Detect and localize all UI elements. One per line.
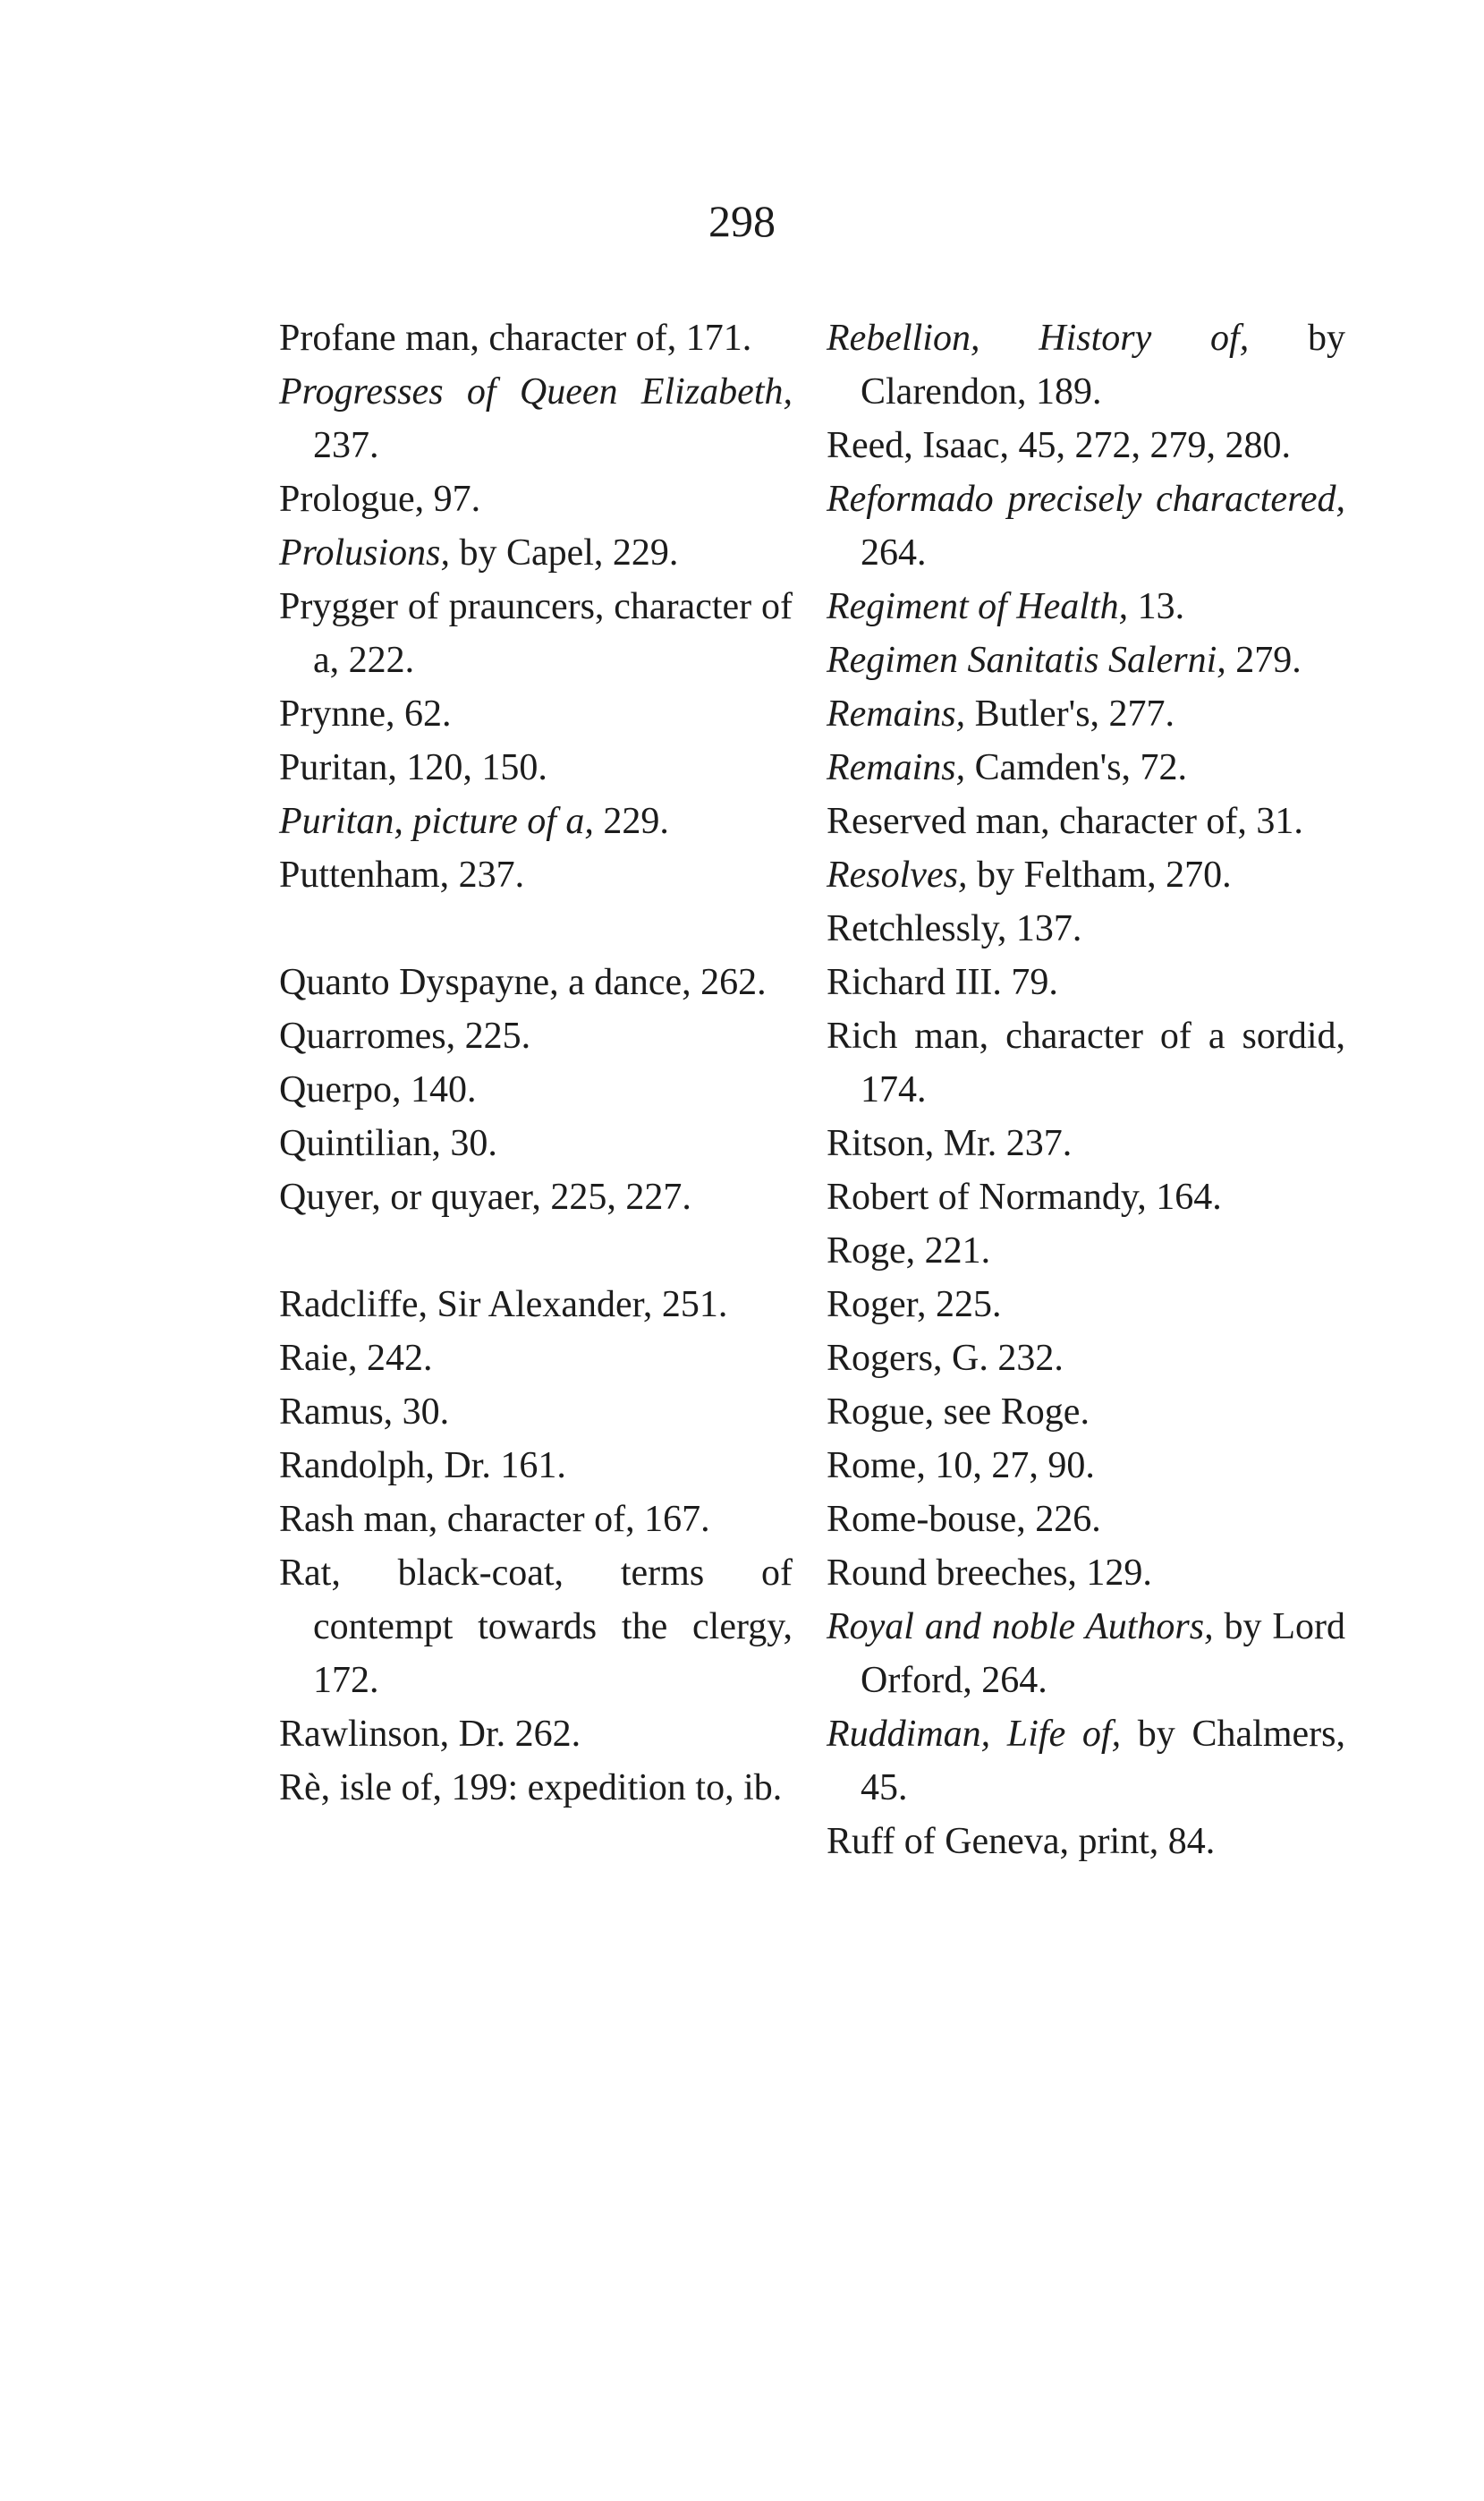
index-entry-text: Rè, isle of, 199: expedition to, ib. [279,1767,783,1808]
index-entry [279,741,793,795]
index-entry [827,687,1345,741]
section-gap [279,902,793,956]
index-entry [279,687,793,741]
index-entry [827,848,1345,902]
index-entry-text: Randolph, Dr. 161. [279,1445,566,1486]
index-entry-text: Puttenham, 237. [279,855,525,896]
index-entry-text: 237. [313,425,379,466]
index-entry [827,1224,1345,1278]
index-entry [827,472,1345,580]
index-entry-title: Regiment of Health, [827,586,1129,627]
index-entry-text: Reed, Isaac, 45, 272, 279, 280. [827,425,1292,466]
index-entry-text: Round breeches, 129. [827,1552,1152,1594]
index-entry-title: Ruddiman, Life of, [827,1714,1122,1755]
index-entry-text: by Lord Orford, 264. [861,1606,1345,1701]
index-entry-title: Regimen Sanitatis Salerni, [827,640,1226,681]
index-entry-title: Remains, [827,693,966,735]
index-entry-text: Profane man, character of, 171. [279,318,752,359]
index-entry [279,311,793,365]
index-entry [827,1707,1345,1815]
index-entry-text: 279. [1225,640,1302,681]
index-entry [827,1331,1345,1385]
index-entry-text: Rogue, see Roge. [827,1391,1090,1433]
index-entry-text: Quintilian, 30. [279,1123,497,1164]
index-entry-text: Querpo, 140. [279,1069,477,1110]
index-entry [827,1600,1345,1707]
index-entry-title: Remains, [827,747,966,788]
index-entry-text: Richard III. 79. [827,962,1058,1003]
index-entry [827,1815,1345,1868]
index-entry [279,365,793,472]
index-entry-text: Raie, 242. [279,1338,433,1379]
index-entry-text: by Chalmers, 45. [861,1714,1345,1808]
index-entry [827,419,1345,472]
index-entry-text: Rome, 10, 27, 90. [827,1445,1095,1486]
index-entry [827,1546,1345,1600]
index-entry-text: by Capel, 229. [449,532,679,574]
index-entry [279,1278,793,1331]
index-entry-text: Radcliffe, Sir Alexander, 251. [279,1284,728,1325]
index-entry-title: Royal and noble Authors, [827,1606,1214,1647]
index-entry-text: 13. [1128,586,1185,627]
index-entry [279,795,793,848]
index-entry [279,1546,793,1707]
index-entry-text: Butler's, 277. [965,693,1175,735]
index-entry-text: Prynne, 62. [279,693,452,735]
index-entry-text: Roge, 221. [827,1230,991,1272]
index-entry-text: 229. [593,801,669,842]
index-entry-text: Quyer, or quyaer, 225, 227. [279,1177,691,1218]
index-entry [827,1439,1345,1493]
index-entry-text: Ritson, Mr. 237. [827,1123,1073,1164]
index-entry [279,1439,793,1493]
index-entry [279,1385,793,1439]
index-entry [827,902,1345,956]
index-entry [827,1385,1345,1439]
index-entry [279,1117,793,1170]
index-entry [279,472,793,526]
index-entry-text: Robert of Normandy, 164. [827,1177,1222,1218]
index-entry-text: Rich man, character of a sordid, 174. [827,1016,1345,1110]
index-entry [279,1009,793,1063]
index-entry-text: Retchlessly, 137. [827,908,1082,949]
index-column-left [279,311,793,1815]
index-entry-text: Ramus, 30. [279,1391,450,1433]
index-entry [827,634,1345,687]
index-entry-text: Roger, 225. [827,1284,1002,1325]
index-entry [279,1170,793,1224]
index-entry [827,1278,1345,1331]
index-entry-text: Prologue, 97. [279,479,481,520]
index-entry-text: Quarromes, 225. [279,1016,531,1057]
index-entry-text: Rash man, character of, 167. [279,1499,710,1540]
index-entry-text: by Feltham, 270. [967,855,1232,896]
index-entry [279,1331,793,1385]
index-entry [827,741,1345,795]
index-entry-text: Camden's, 72. [965,747,1188,788]
index-entry [827,1117,1345,1170]
index-entry [279,956,793,1009]
index-entry [279,580,793,687]
index-entry [279,848,793,902]
index-entry-text: by Clarendon, 189. [861,318,1345,413]
index-entry-text: Rogers, G. 232. [827,1338,1064,1379]
index-entry [827,1170,1345,1224]
index-entry [279,1761,793,1815]
index-entry [279,1063,793,1117]
section-gap [279,1224,793,1278]
index-entry [827,795,1345,848]
index-entry [827,956,1345,1009]
page-number: 298 [708,196,776,246]
index-entry [827,1009,1345,1117]
index-entry-title: Prolusions, [279,532,450,574]
index-entry-text: Rome-bouse, 226. [827,1499,1101,1540]
index-entry [827,580,1345,634]
index-entry-text: 264. [861,532,927,574]
index-entry-text: Rat, black-coat, terms of contempt towards the clergy, 172. [279,1552,793,1701]
index-entry [279,526,793,580]
index-entry-text: Puritan, 120, 150. [279,747,547,788]
index-entry-title: Progresses of Queen Elizabeth, [279,371,793,413]
index-entry [827,1493,1345,1546]
index-entry-text: Ruff of Geneva, print, 84. [827,1821,1216,1862]
index-entry-title: Reformado precisely charactered, [827,479,1345,520]
index-entry-text: Reserved man, character of, 31. [827,801,1303,842]
index-entry-title: Rebellion, History of, [827,318,1250,359]
index-entry-title: Resolves, [827,855,968,896]
index-entry [279,1707,793,1761]
index-entry-text: Prygger of prauncers, character of a, 222. [279,586,793,681]
index-entry [827,311,1345,419]
index-column-right [827,311,1345,1868]
index-entry [279,1493,793,1546]
index-entry-text: Rawlinson, Dr. 262. [279,1714,581,1755]
index-entry-text: Quanto Dyspayne, a dance, 262. [279,962,767,1003]
index-entry-title: Puritan, picture of a, [279,801,594,842]
